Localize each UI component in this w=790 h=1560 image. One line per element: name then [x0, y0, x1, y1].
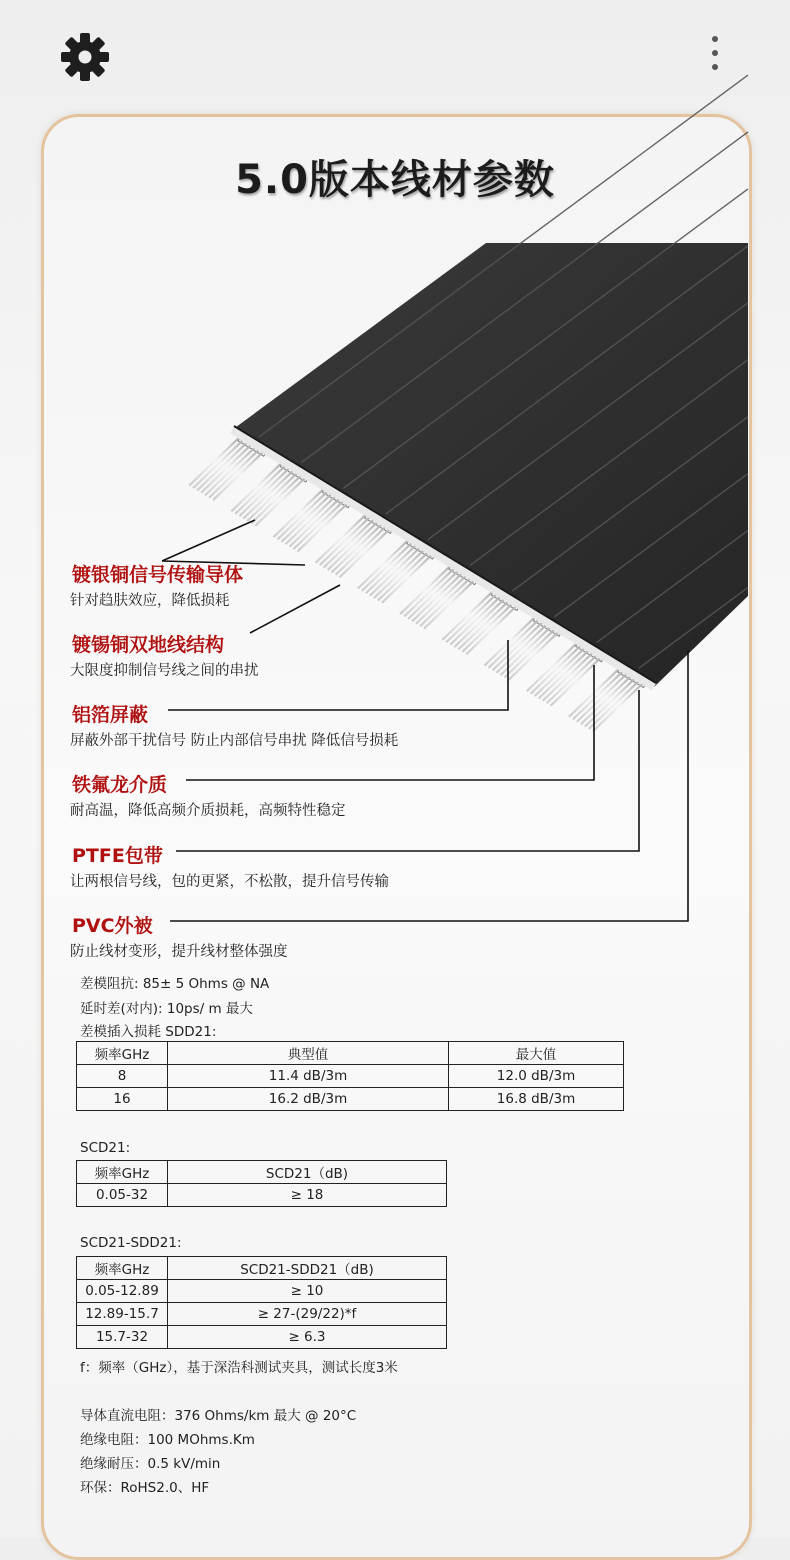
table-row: [77, 1088, 624, 1111]
feature-title-dielectric: 铁氟龙介质: [72, 774, 168, 796]
table-header-cell: 频率GHz: [77, 1161, 168, 1184]
table-header-row: [77, 1042, 624, 1065]
feature-title-conductor: 镀银铜信号传输导体: [72, 564, 244, 586]
feature-title-ptfe: PTFE包带: [72, 845, 163, 867]
table-row: [77, 1303, 447, 1326]
table-header-cell: 频率GHz: [77, 1257, 168, 1280]
table-row: [77, 1326, 447, 1349]
spec-skew: 延时差(对内): 10ps/ m 最大: [80, 1001, 253, 1017]
table-cell: 16: [77, 1088, 168, 1111]
spec-voltage: 绝缘耐压：0.5 kV/min: [80, 1456, 221, 1472]
table-cell: ≥ 18: [168, 1184, 447, 1207]
table-cell: ≥ 27-(29/22)*f: [168, 1303, 447, 1326]
table-header-cell: SCD21（dB): [168, 1161, 447, 1184]
spec-note: f：频率（GHz），基于深浩科测试夹具，测试长度3米: [80, 1360, 398, 1376]
table-cell: 11.4 dB/3m: [168, 1065, 449, 1088]
table-cell: 8: [77, 1065, 168, 1088]
spec-scd21-sdd21-label: SCD21-SDD21:: [80, 1235, 182, 1251]
table-cell: 12.0 dB/3m: [449, 1065, 624, 1088]
table-header-row: [77, 1257, 447, 1280]
table-row: [77, 1065, 624, 1088]
feature-title-pvc: PVC外被: [72, 915, 153, 937]
table-cell: ≥ 6.3: [168, 1326, 447, 1349]
feature-desc-conductor: 针对趋肤效应，降低损耗: [70, 593, 230, 609]
table-cell: 16.8 dB/3m: [449, 1088, 624, 1111]
table-header-cell: 频率GHz: [77, 1042, 168, 1065]
scd21-sdd21-table: [76, 1256, 447, 1349]
feature-title-drain-wire: 镀锡铜双地线结构: [72, 634, 225, 656]
table-cell: ≥ 10: [168, 1280, 447, 1303]
scd21-table: [76, 1160, 447, 1207]
spec-environment: 环保：RoHS2.0、HF: [80, 1480, 210, 1496]
table-cell: 0.05-12.89: [77, 1280, 168, 1303]
feature-desc-pvc: 防止线材变形，提升线材整体强度: [70, 944, 288, 960]
spec-impedance: 差模阻抗: 85± 5 Ohms @ NA: [80, 976, 270, 992]
feature-desc-ptfe: 让两根信号线，包的更紧，不松散，提升信号传输: [70, 874, 389, 890]
table-header-row: [77, 1161, 447, 1184]
table-cell: 0.05-32: [77, 1184, 168, 1207]
table-header-cell: 最大值: [449, 1042, 624, 1065]
sdd21-table: [76, 1041, 624, 1111]
table-row: [77, 1184, 447, 1207]
spec-insulation-resistance: 绝缘电阻：100 MOhms.Km: [80, 1432, 255, 1448]
spec-dc-resistance: 导体直流电阻：376 Ohms/km 最大 @ 20°C: [80, 1408, 357, 1424]
feature-desc-dielectric: 耐高温，降低高频介质损耗，高频特性稳定: [70, 803, 346, 819]
table-cell: 12.89-15.7: [77, 1303, 168, 1326]
table-header-cell: 典型值: [168, 1042, 449, 1065]
table-row: [77, 1280, 447, 1303]
spec-sdd21-label: 差模插入损耗 SDD21:: [80, 1024, 217, 1040]
table-cell: 15.7-32: [77, 1326, 168, 1349]
page-title: 5.0版本线材参数: [235, 157, 555, 203]
table-header-cell: SCD21-SDD21（dB): [168, 1257, 447, 1280]
feature-desc-drain-wire: 大限度抑制信号线之间的串扰: [70, 663, 259, 679]
feature-title-foil: 铝箔屏蔽: [72, 704, 149, 726]
table-cell: 16.2 dB/3m: [168, 1088, 449, 1111]
feature-desc-foil: 屏蔽外部干扰信号 防止内部信号串扰 降低信号损耗: [70, 733, 399, 749]
spec-scd21-label: SCD21:: [80, 1140, 131, 1156]
